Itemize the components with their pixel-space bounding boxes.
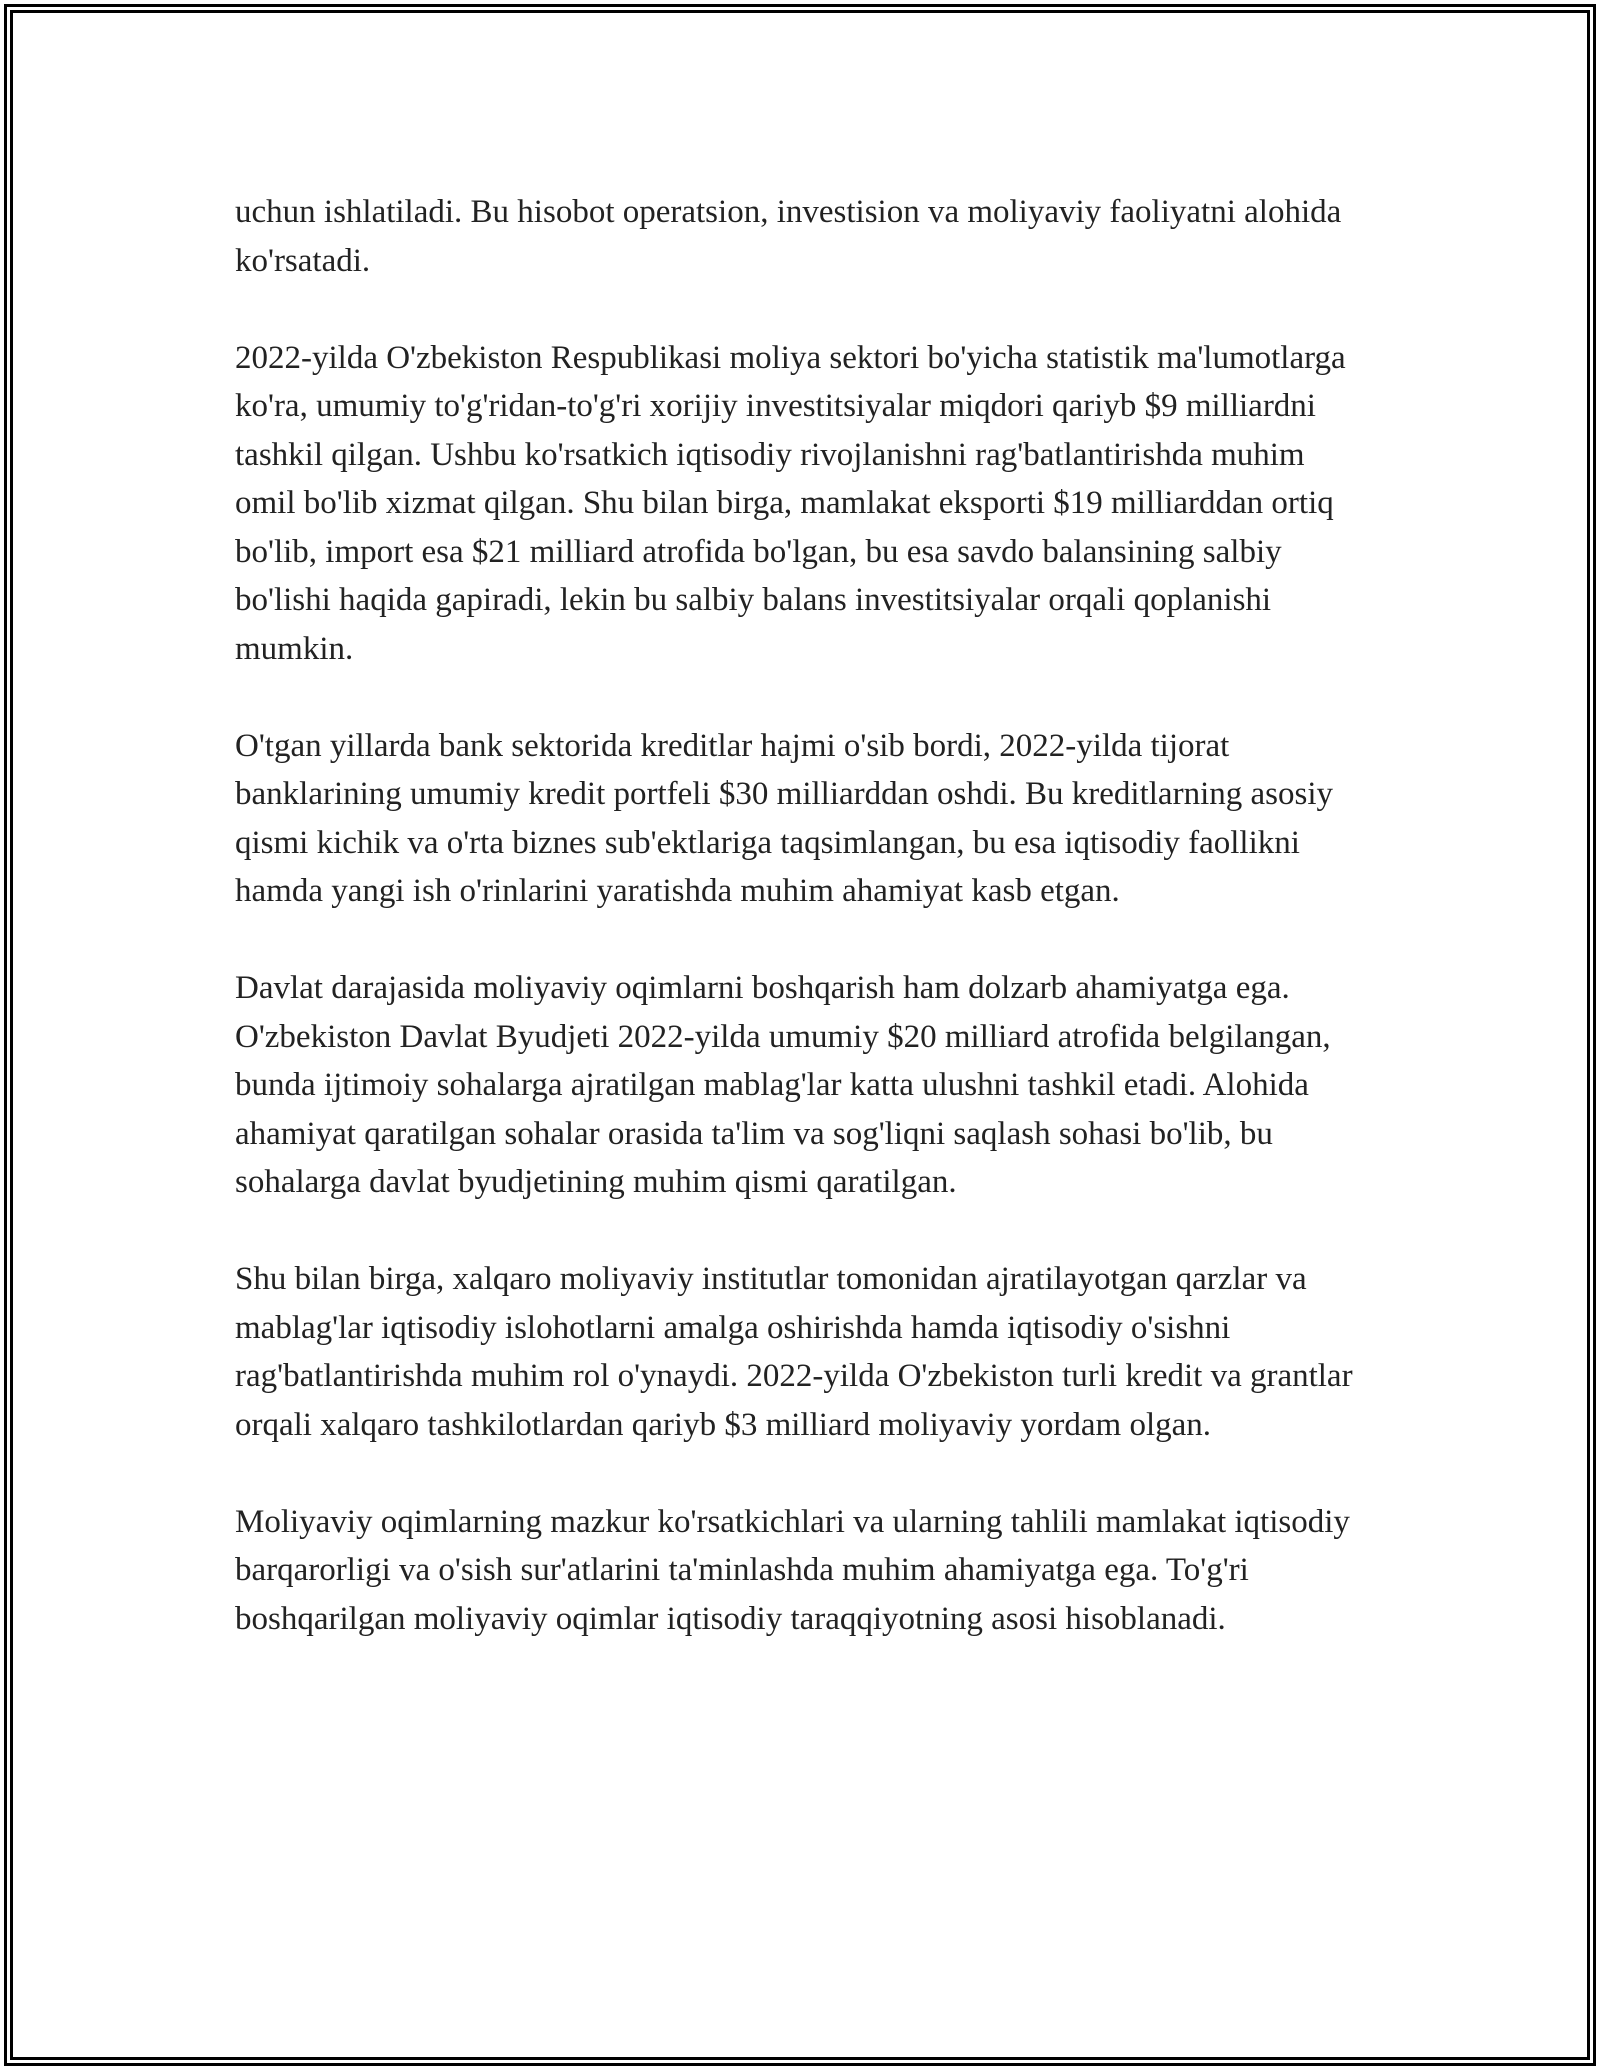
paragraph-state-budget: Davlat darajasida moliyaviy oqimlarni boshqarish ham dolzarb ahamiyatga ega. O'zbekiston Davlat Byudjeti 2022-yilda umumiy $20 milliard atrofida belgilangan, bunda ijtimoiy sohalarga ajratilgan mablag'lar katta ulushni tashkil etadi. Alohida ahamiyat qaratilgan sohalar orasida ta'lim va sog'liqni saqlash sohasi bo'lib, bu sohalarga davlat byudjetining muhim qismi qaratilgan. [235, 970, 1331, 1200]
paragraph-international-institutions: Shu bilan birga, xalqaro moliyaviy institutlar tomonidan ajratilayotgan qarzlar va mablag'lar iqtisodiy islohotlarni amalga oshirishda hamda iqtisodiy o'sishni rag'batlantirishda muhim rol o'ynaydi. 2022-yilda O'zbekiston turli kredit va grantlar orqali xalqaro tashkilotlardan qariyb $3 milliard moliyaviy yordam olgan. [235, 1261, 1353, 1443]
paragraph-foreign-investment: 2022-yilda O'zbekiston Respublikasi moliya sektori bo'yicha statistik ma'lumotlarga ko'ra, umumiy to'g'ridan-to'g'ri xorijiy investitsiyalar miqdori qariyb $9 milliardni tashkil qilgan. Ushbu ko'rsatkich iqtisodiy rivojlanishni rag'batlantirishda muhim omil bo'lib xizmat qilgan. Shu bilan birga, mamlakat eksporti $19 milliarddan ortiq bo'lib, import esa $21 milliard atrofida bo'lgan, bu esa savdo balansining salbiy bo'lishi haqida gapiradi, lekin bu salbiy balans investitsiyalar orqali qoplanishi mumkin. [235, 339, 1346, 667]
paragraph-cash-flow-statement: uchun ishlatiladi. Bu hisobot operatsion, investision va moliyaviy faoliyatni alohida ko'rsatadi. [235, 194, 1342, 279]
paragraph-bank-credit: O'tgan yillarda bank sektorida kreditlar hajmi o'sib bordi, 2022-yilda tijorat banklarining umumiy kredit portfeli $30 milliarddan oshdi. Bu kreditlarning asosiy qismi kichik va o'rta biznes sub'ektlariga taqsimlangan, bu esa iqtisodiy faollikni hamda yangi ish o'rinlarini yaratishda muhim ahamiyat kasb etgan. [235, 727, 1333, 909]
document-body [235, 188, 1355, 1643]
paragraph-conclusion: Moliyaviy oqimlarning mazkur ko'rsatkichlari va ularning tahlili mamlakat iqtisodiy barqarorligi va o'sish sur'atlarini ta'minlashda muhim ahamiyatga ega. To'g'ri boshqarilgan moliyaviy oqimlar iqtisodiy taraqqiyotning asosi hisoblanadi. [235, 1503, 1350, 1637]
